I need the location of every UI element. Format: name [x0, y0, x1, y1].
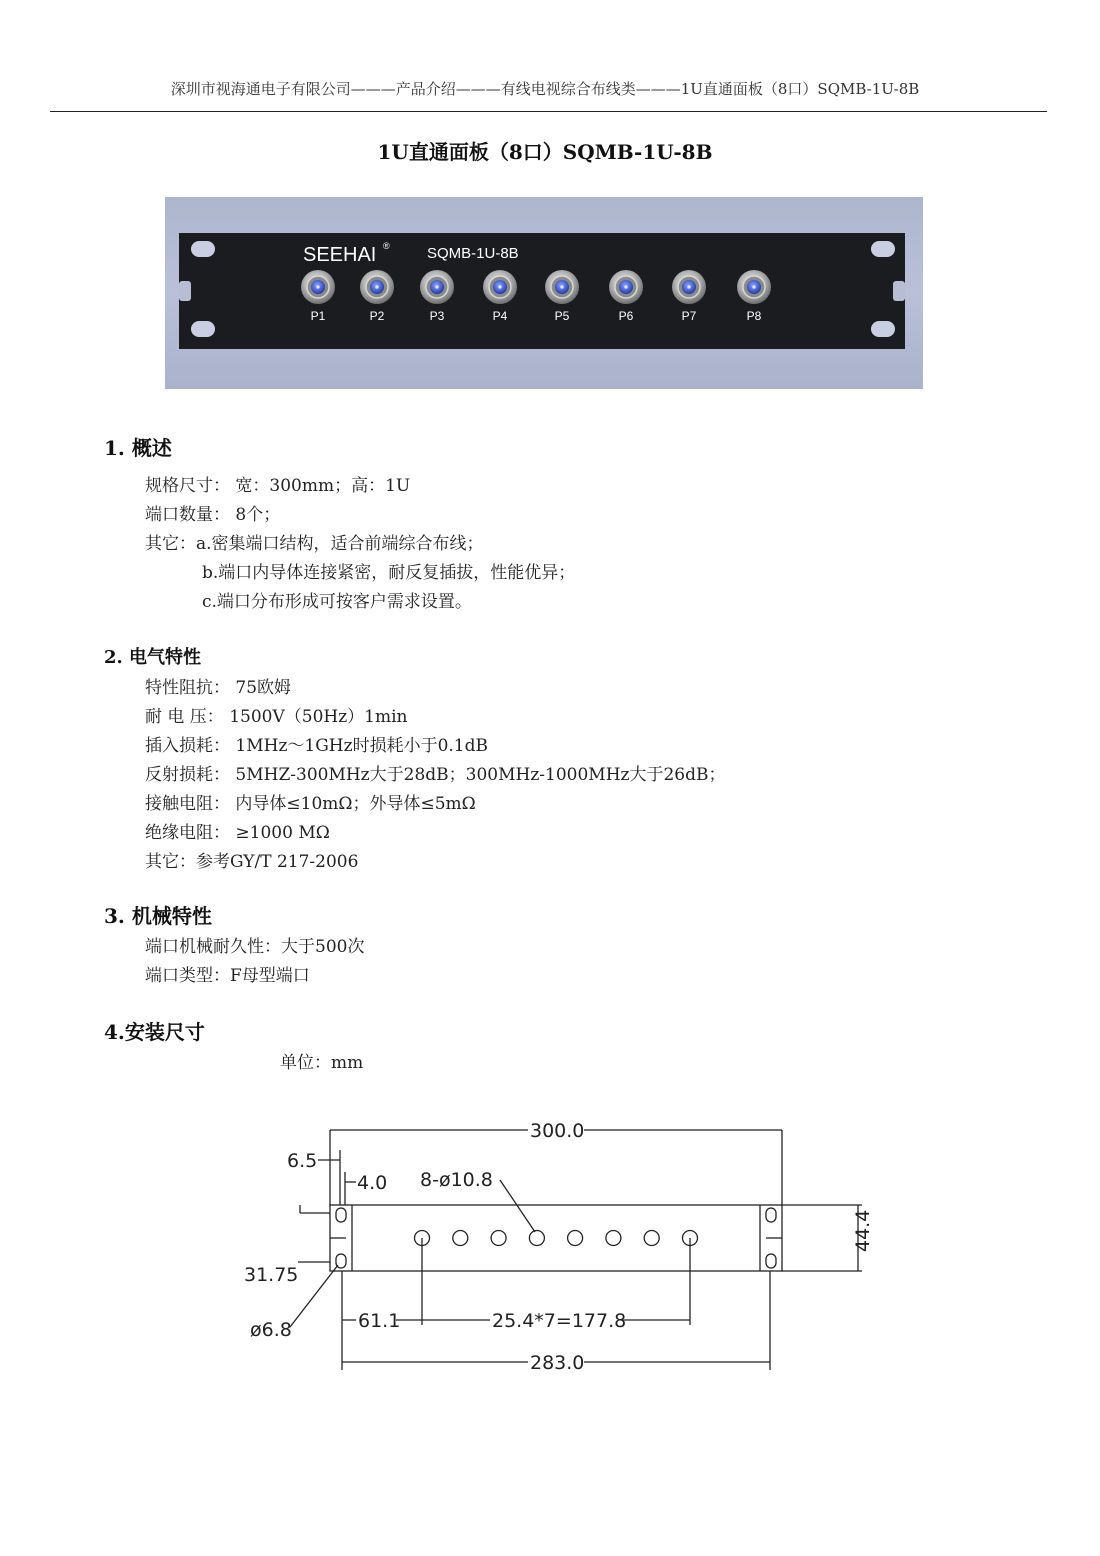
- port-label: P1: [310, 309, 326, 323]
- port-hole: [453, 1231, 468, 1246]
- dim-mount-hole: ø6.8: [250, 1319, 292, 1341]
- overview-line: 端口数量： 8个；: [145, 505, 281, 525]
- section-heading-electrical: 2. 电气特性: [104, 647, 202, 668]
- dim-total-width: 300.0: [530, 1120, 585, 1142]
- page-header: 深圳市视海通电子有限公司———产品介绍———有线电视综合布线类———1U直通面板（8口）SQMB-1U-8B: [170, 80, 920, 98]
- port-label: P5: [554, 309, 570, 323]
- mechanical-line: 端口类型：F母型端口: [145, 966, 310, 986]
- overview-line: c.端口分布形成可按客户需求设置。: [202, 592, 472, 612]
- electrical-line: 其它：参考GY/T 217-2006: [145, 852, 359, 872]
- page-title: 1U直通面板（8口）SQMB-1U-8B: [377, 140, 713, 164]
- electrical-line: 特性阻抗： 75欧姆: [145, 678, 292, 698]
- dim-port-pitch: 25.4*7=177.8: [492, 1310, 627, 1332]
- section-heading-mechanical: 3. 机械特性: [104, 904, 212, 928]
- electrical-line: 插入损耗： 1MHz～1GHz时损耗小于0.1dB: [145, 736, 488, 756]
- brand-logo: SEEHAI: [303, 244, 377, 266]
- port-hole: [606, 1231, 621, 1246]
- registered-mark: ®: [383, 241, 390, 251]
- electrical-line: 反射损耗： 5MHZ-300MHz大于28dB；300MHz-1000MHz大于26dB；: [145, 765, 726, 785]
- mount-slot: [336, 1208, 346, 1222]
- dim-edge: 6.5: [287, 1150, 318, 1172]
- model-label: SQMB-1U-8B: [427, 245, 519, 262]
- port-hole: [491, 1231, 506, 1246]
- port-hole: [529, 1231, 544, 1246]
- dim-mount-span: 283.0: [530, 1352, 585, 1374]
- mount-slot: [766, 1208, 776, 1222]
- electrical-line: 绝缘电阻： ≥1000 MΩ: [145, 823, 330, 843]
- overview-line: 其它：a.密集端口结构，适合前端综合布线；: [145, 534, 484, 554]
- mechanical-line: 端口机械耐久性：大于500次: [145, 937, 365, 957]
- port-hole: [568, 1231, 583, 1246]
- port-label: P8: [746, 309, 762, 323]
- dim-first-port: 61.1: [358, 1310, 401, 1332]
- section-heading-overview: 1. 概述: [104, 436, 172, 460]
- electrical-line: 接触电阻： 内导体≤10mΩ；外导体≤5mΩ: [145, 794, 476, 814]
- port-hole-group: [415, 1231, 698, 1246]
- port-label: P3: [429, 309, 445, 323]
- port-label: P4: [492, 309, 508, 323]
- mount-slot: [766, 1254, 776, 1268]
- overview-line: b.端口内导体连接紧密，耐反复插拔，性能优异；: [202, 563, 576, 583]
- overview-line: 规格尺寸： 宽：300mm；高：1U: [145, 476, 411, 496]
- dim-holes: 8-ø10.8: [420, 1169, 493, 1191]
- dim-hole-offset: 4.0: [357, 1172, 388, 1194]
- section-heading-install: 4.安装尺寸: [104, 1020, 205, 1044]
- dim-height: 44.4: [852, 1209, 874, 1252]
- unit-label: 单位：mm: [280, 1053, 364, 1073]
- panel-outline: [330, 1205, 782, 1271]
- port-hole: [644, 1231, 659, 1246]
- port-label: P7: [681, 309, 697, 323]
- port-label: P6: [618, 309, 634, 323]
- electrical-line: 耐 电 压： 1500V（50Hz）1min: [145, 707, 408, 727]
- port-label: P2: [369, 309, 385, 323]
- dim-hole-spacing: 31.75: [244, 1264, 299, 1286]
